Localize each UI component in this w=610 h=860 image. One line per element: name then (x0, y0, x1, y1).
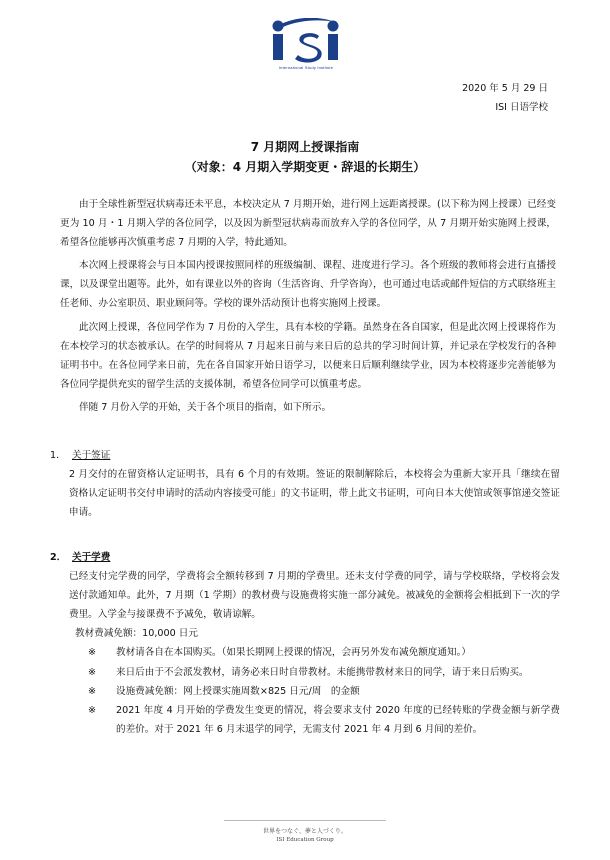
school-name: ISI 日语学校 (495, 102, 548, 113)
note-mark: ※ (88, 647, 97, 659)
note-mark: ※ (88, 666, 97, 678)
intro-body (60, 195, 556, 421)
logo-subtitle: International Study Institute (278, 65, 334, 70)
section-tuition-text: 已经支付完学费的同学，学费将会全额转移到 7 月期的学费里。还未支付学费的同学，请与学校联络，学校将会发送付款通知单。此外，7 月期（1 学期）的教材费与设施费将实施一部分减免。被减免的金额将会相抵到下一次的学费里。入学金与接课费不予减免，敬请谅解。 (69, 571, 560, 621)
note-item (50, 643, 560, 662)
isi-logo-mark (269, 18, 343, 64)
note-mark: ※ (88, 704, 97, 716)
section-tuition-title: 关于学费 (72, 552, 111, 563)
note-item (50, 663, 560, 682)
isi-logo (268, 18, 344, 74)
note-text: 2021 年度 4 月开始的学费发生变更的情况，将会要求支付 2020 年度的已经转账的学费金额与新学费的差价。对于 2021 年 6 月末退学的同学，无需支付 2021 年 4 月到 6 月间的差价。 (116, 704, 560, 735)
page-subtitle: （对象：4 月期入学期变更・辞退的长期生） (184, 160, 426, 174)
material-fee-reduction: 教材费减免额：10,000 日元 (75, 628, 198, 640)
section-visa-number: 1． (50, 450, 66, 461)
section-visa-title: 关于签证 (72, 450, 111, 461)
section-visa (50, 446, 560, 522)
section-visa-heading (50, 446, 560, 465)
footer (0, 826, 610, 843)
note-text: 教材请各自在本国购买。（如果长期网上授课的情况，会再另外发布减免额度通知。） (116, 647, 471, 659)
footer-tagline: 世界をつなぐ、夢と人づくり。 (263, 828, 347, 835)
note-item (50, 682, 560, 701)
note-text: 来日后由于不会派发教材，请务必来日时自带教材。未能携带教材来日的同学，请于来日后购买。 (116, 666, 529, 678)
section-tuition-number: 2． (50, 552, 67, 563)
section-tuition-heading (50, 548, 560, 567)
document-date: 2020 年 5 月 29 日 (462, 83, 548, 94)
intro-paragraph-3: 此次网上授课，各位同学作为 7 月份的入学生，具有本校的学籍。虽然身在各自国家，但是此次网上授课将作为在本校学习的状态被承认。在学的时间将从 7 月起来日前与来日后的总共的学习时间计算，并记录在学校发行的各种证明书中。在各位同学来日前，先在各自国家开始日语学习，以便来日后顺利继续学业，因为本校将逐步完善能够为各位同学提供充实的留学生活的支援体制，希望各位同学可以慎重考虑。 (60, 321, 556, 390)
section-visa-text: 2 月交付的在留资格认定证明书，具有 6 个月的有效期。签证的限制解除后，本校将会为重新大家开具「继续在留资格认定证明书交付申请时的活动内容接受可能」的文书证明，带上此文书证明，可向日本大使馆或领事馆递交签证申请。 (69, 469, 560, 519)
intro-paragraph-1: 由于全球性新型冠状病毒还未平息，本校决定从 7 月期开始，进行网上远距离授课。(以下称为网上授课）已经变更为 10 月・1 月期入学的各位同学，以及因为新型冠状病毒而放弃入学的各位同学，从 7 月期开始实施网上授课，希望各位能够再次慎重考虑 7 月期的入学，特此通知。 (60, 199, 556, 249)
section-tuition (50, 548, 560, 739)
page-title: 7 月期网上授课指南 (250, 140, 360, 154)
intro-paragraph-4: 伴随 7 月份入学的开始，关于各个项目的指南，如下所示。 (79, 401, 332, 413)
note-mark: ※ (88, 685, 97, 697)
footer-divider (224, 820, 386, 821)
note-item (50, 701, 560, 739)
intro-paragraph-2: 本次网上授课将会与日本国内授课按照同样的班级编制、课程、进度进行学习。各个班级的教师将会进行直播授课，以及课堂出题等。此外，如有课业以外的咨询（生活咨询、升学咨询），也可通过电话或邮件短信的方式联络班主任老师、办公室职员、职业顾问等。学校的课外活动预计也将实施网上授课。 (60, 260, 556, 310)
note-text: 设施费减免额：网上授课实施周数×825 日元/周 的金额 (116, 685, 360, 697)
footer-group: ISI Education Group (276, 837, 334, 843)
